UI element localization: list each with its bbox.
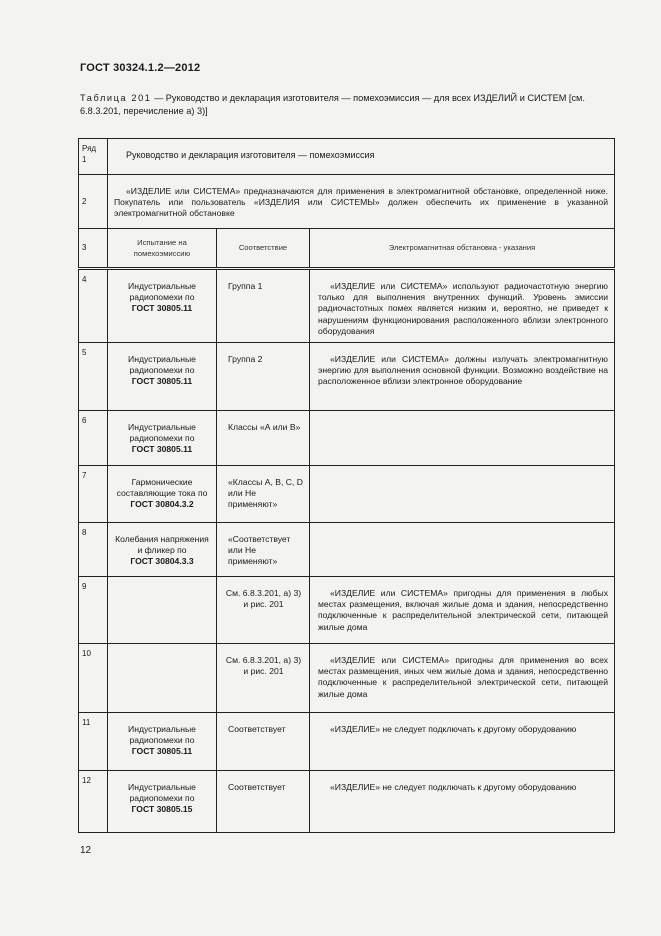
test-standard: ГОСТ 30805.11: [131, 376, 193, 387]
compliance-cell: «Классы А, В, С, D или Не применяют»: [217, 466, 310, 523]
test-cell: [108, 644, 217, 713]
row-number: 12: [79, 771, 108, 833]
compliance-cell: См. 6.8.3.201, а) 3) и рис. 201: [217, 577, 310, 644]
table-row: [79, 644, 615, 713]
page-number: 12: [80, 845, 92, 856]
test-name: Индустриальные радиопомехи по: [128, 281, 196, 303]
guidance-cell: [310, 411, 615, 466]
emission-table: [78, 138, 615, 833]
standard-title: ГОСТ 30324.1.2—2012: [80, 62, 201, 74]
compliance-cell: «Соответствует или Не применяют»: [217, 523, 310, 577]
guidance-cell: «ИЗДЕЛИЕ или СИСТЕМА» пригодны для применения в любых местах размещения, включая жилые дома и здания, непосредственно подключенные к распределительной электрической сети, питающей жилые дома: [310, 577, 615, 644]
test-cell: [108, 771, 217, 833]
test-cell: [108, 411, 217, 466]
guidance-cell: «ИЗДЕЛИЕ или СИСТЕМА» должны излучать электромагнитную энергию для выполнения основной функции. Возможно воздействие на расположенное вблизи электронное оборудование: [310, 343, 615, 411]
table-row: [79, 269, 615, 343]
compliance-cell: Соответствует: [217, 713, 310, 771]
guidance-cell: «ИЗДЕЛИЕ» не следует подключать к другому оборудованию: [310, 771, 615, 833]
test-standard: ГОСТ 30805.11: [131, 746, 193, 757]
table-row: [79, 229, 615, 269]
row-number: 8: [79, 523, 108, 577]
test-name: Гармонические составляющие тока по: [116, 477, 208, 499]
test-standard: ГОСТ 30804.3.2: [130, 499, 194, 510]
table-row: [79, 343, 615, 411]
column-header-environment: Электромагнитная обстановка - указания: [310, 229, 615, 269]
table-row: [79, 577, 615, 644]
table-row: [79, 523, 615, 577]
column-header-test: Испытание на помехоэмиссию: [108, 229, 217, 269]
row-number: 4: [79, 269, 108, 343]
test-name: Индустриальные радиопомехи по: [128, 782, 196, 804]
test-name: Индустриальные радиопомехи по: [128, 354, 196, 376]
table-heading-text: Руководство и декларация изготовителя — помехоэмиссия: [126, 150, 375, 160]
guidance-cell: «ИЗДЕЛИЕ» не следует подключать к другому оборудованию: [310, 713, 615, 771]
test-cell: [108, 343, 217, 411]
table-row: [79, 713, 615, 771]
test-standard: ГОСТ 30805.15: [131, 804, 193, 815]
test-cell: [108, 466, 217, 523]
test-cell: [108, 713, 217, 771]
row-number: 3: [79, 229, 108, 269]
table-row: [79, 411, 615, 466]
row-number-cell: [79, 139, 108, 175]
compliance-cell: См. 6.8.3.201, а) 3) и рис. 201: [217, 644, 310, 713]
compliance-cell: Группа 1: [217, 269, 310, 343]
table-row: [79, 139, 615, 175]
table-row: [79, 771, 615, 833]
row-number: 5: [79, 343, 108, 411]
table-row: [79, 466, 615, 523]
compliance-cell: Соответствует: [217, 771, 310, 833]
test-name: Индустриальные радиопомехи по: [128, 724, 196, 746]
table-caption: [80, 92, 620, 118]
test-cell: [108, 269, 217, 343]
row-number: 10: [79, 644, 108, 713]
guidance-cell: «ИЗДЕЛИЕ или СИСТЕМА» используют радиочастотную энергию только для выполнения внутренних функций. Уровень эмиссии радиочастотных помех является низким и, вероятно, не приведет к нарушениям функционирования расположенного вблизи электронного оборудования: [310, 269, 615, 343]
test-standard: ГОСТ 30805.11: [131, 444, 193, 455]
row-number: 7: [79, 466, 108, 523]
row-number: 9: [79, 577, 108, 644]
test-cell: [108, 577, 217, 644]
compliance-cell: Группа 2: [217, 343, 310, 411]
table-caption-label: Таблица 201: [80, 93, 152, 103]
row-number: 2: [79, 175, 108, 229]
compliance-cell: Классы «А или В»: [217, 411, 310, 466]
column-header-compliance: Соответствие: [217, 229, 310, 269]
table-caption-text: — Руководство и декларация изготовителя — помехоэмиссия — для всех ИЗДЕЛИЙ и СИСТЕМ [см. 6.8.3.201, перечисление а) 3)]: [80, 93, 585, 116]
table-row: [79, 175, 615, 229]
guidance-cell: «ИЗДЕЛИЕ или СИСТЕМА» пригодны для применения во всех местах размещения, иных чем жилые дома и здания, непосредственно подключенные к распределительной электрической сети, питающей жилые дома: [310, 644, 615, 713]
intended-use-text: «ИЗДЕЛИЕ или СИСТЕМА» предназначаются для применения в электромагнитной обстановке, определенной ниже. Покупатель или пользователь «ИЗДЕЛИЯ или СИСТЕМЫ» должен обеспечить их применение в указанной электромагнитной обстановке: [108, 175, 615, 229]
table-heading: [108, 139, 615, 175]
row-number: 1: [82, 155, 87, 165]
guidance-cell: [310, 523, 615, 577]
row-label: Ряд: [82, 144, 97, 153]
row-number: 6: [79, 411, 108, 466]
test-name: Колебания напряжения и фликер по: [115, 534, 209, 556]
test-name: Индустриальные радиопомехи по: [128, 422, 196, 444]
test-standard: ГОСТ 30804.3.3: [130, 556, 194, 567]
test-cell: [108, 523, 217, 577]
test-standard: ГОСТ 30805.11: [131, 303, 193, 314]
guidance-cell: [310, 466, 615, 523]
row-number: 11: [79, 713, 108, 771]
